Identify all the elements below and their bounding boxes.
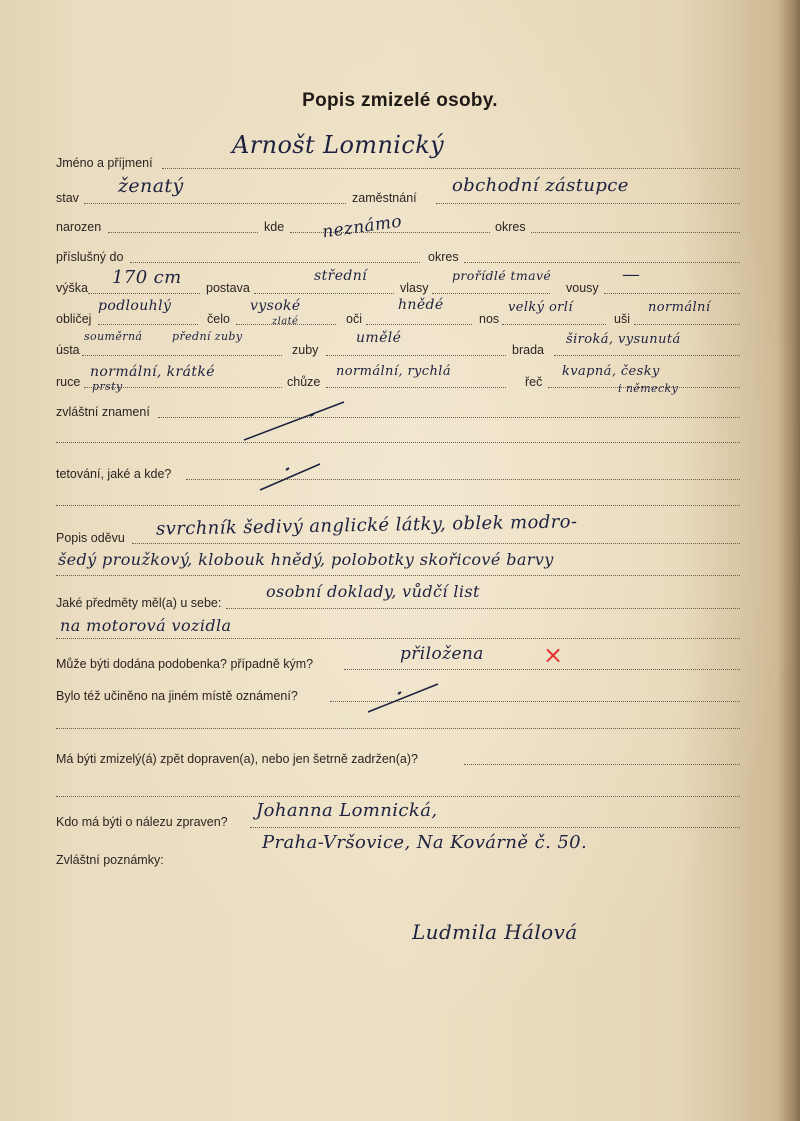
dotted-line — [108, 232, 258, 233]
value-chuze: normální, rychlá — [336, 364, 451, 379]
value-narozen: neznámo — [320, 211, 404, 243]
dotted-line — [56, 505, 740, 506]
label-podobenka: Může býti dodána podobenka? případně kým? — [56, 657, 314, 671]
label-stav: stav — [56, 191, 79, 205]
dotted-line — [130, 262, 420, 263]
label-rec: řeč — [525, 375, 543, 389]
dash-stroke — [256, 460, 326, 494]
dotted-line — [88, 293, 200, 294]
dotted-line — [98, 324, 198, 325]
dotted-line — [326, 355, 506, 356]
value-oci: hnědé — [398, 297, 444, 313]
label-dopraven: Má býti zmizelý(á) zpět dopraven(a), nebo jen šetrně zadržen(a)? — [56, 752, 418, 766]
dotted-line — [344, 669, 740, 670]
label-odev: Popis oděvu — [56, 531, 125, 545]
value-ruce: normální, krátké — [90, 364, 215, 380]
dotted-line — [432, 293, 550, 294]
value-oblicej: podlouhlý — [98, 298, 172, 314]
dotted-line — [132, 543, 740, 544]
label-vlasy: vlasy — [400, 281, 429, 295]
label-ruce: ruce — [56, 375, 81, 389]
value-odev-1: svrchník šedivý anglické látky, oblek modro- — [155, 511, 578, 540]
label-kde: kde — [264, 220, 285, 234]
dotted-line — [436, 203, 740, 204]
dotted-line — [326, 387, 506, 388]
paper-edge-shadow — [778, 0, 800, 1121]
value-usi: normální — [648, 300, 711, 315]
value-zpraven-1: Johanna Lomnická, — [256, 800, 438, 821]
dotted-line — [82, 355, 282, 356]
label-predmety: Jaké předměty měl(a) u sebe: — [56, 596, 222, 610]
dotted-line — [634, 324, 740, 325]
dotted-line — [226, 608, 740, 609]
label-usta: ústa — [56, 343, 80, 357]
dotted-line — [56, 575, 740, 576]
dotted-line — [464, 764, 740, 765]
label-prislusny: příslušný do — [56, 250, 124, 264]
label-usi: uši — [614, 312, 630, 326]
dotted-line — [250, 827, 740, 828]
label-okres-2: okres — [428, 250, 459, 264]
value-postava: střední — [314, 268, 368, 284]
value-brada: široká, vysunutá — [566, 332, 681, 347]
label-vyska: výška — [56, 281, 88, 295]
dotted-line — [502, 324, 606, 325]
dotted-line — [254, 293, 394, 294]
value-zpraven-2: Praha-Vršovice, Na Kovárně č. 50. — [262, 832, 588, 853]
dotted-line — [531, 232, 740, 233]
label-znameni: zvláštní znamení — [56, 405, 150, 419]
label-oblicej: obličej — [56, 312, 92, 326]
value-zuby-note: zlaté — [272, 316, 299, 327]
value-jmeno: Arnošt Lomnický — [232, 131, 445, 159]
dotted-line — [604, 293, 740, 294]
page-title: Popis zmizelé osoby. — [302, 90, 498, 111]
value-predmety-2: na motorová vozidla — [60, 616, 232, 635]
value-stav: ženatý — [118, 175, 184, 197]
dotted-line — [162, 168, 740, 169]
dash-stroke — [364, 680, 444, 716]
value-odev-2: šedý proužkový, klobouk hnědý, polobotky skořicové barvy — [58, 550, 554, 569]
label-jmeno: Jméno a příjmení — [56, 156, 153, 170]
dotted-line — [56, 442, 740, 443]
dotted-line — [366, 324, 472, 325]
red-check-mark: × — [543, 641, 564, 669]
label-zuby: zuby — [292, 343, 319, 357]
dash-stroke — [240, 398, 350, 444]
value-ruce-2: prsty — [92, 380, 123, 393]
dotted-line — [56, 638, 740, 639]
label-celo: čelo — [207, 312, 230, 326]
value-zuby: umělé — [356, 330, 402, 346]
label-tetovani: tetování, jaké a kde? — [56, 467, 172, 481]
value-predmety-1: osobní doklady, vůdčí list — [266, 582, 480, 601]
label-okres-1: okres — [495, 220, 526, 234]
dotted-line — [554, 355, 740, 356]
label-oci: oči — [346, 312, 362, 326]
value-vousy: — — [622, 264, 641, 285]
label-brada: brada — [512, 343, 544, 357]
dotted-line — [84, 203, 346, 204]
label-postava: postava — [206, 281, 250, 295]
value-rec-2: i německy — [618, 382, 679, 395]
value-zamestnani: obchodní zástupce — [452, 175, 629, 196]
value-vyska: 170 cm — [112, 267, 182, 288]
value-nos: velký orlí — [508, 300, 573, 315]
value-vlasy: prořídlé tmavé — [452, 268, 552, 283]
value-usta-2: přední zuby — [172, 330, 243, 343]
label-zamestnani: zaměstnání — [352, 191, 417, 205]
label-vousy: vousy — [566, 281, 599, 295]
dotted-line — [56, 796, 740, 797]
dotted-line — [56, 728, 740, 729]
value-celo: vysoké — [250, 298, 301, 314]
signature: Ludmila Hálová — [412, 920, 578, 944]
dotted-line — [464, 262, 740, 263]
value-podobenka: přiložena — [400, 644, 484, 664]
label-zpraven: Kdo má býti o nálezu zpraven? — [56, 815, 228, 829]
label-nos: nos — [479, 312, 500, 326]
label-narozen: narozen — [56, 220, 102, 234]
label-chuze: chůze — [287, 375, 321, 389]
value-usta: souměrná — [84, 330, 143, 343]
label-oznameni: Bylo též učiněno na jiném místě oznámení? — [56, 689, 298, 703]
label-poznamky: Zvláštní poznámky: — [56, 853, 164, 867]
value-rec: kvapná, česky — [562, 364, 660, 379]
